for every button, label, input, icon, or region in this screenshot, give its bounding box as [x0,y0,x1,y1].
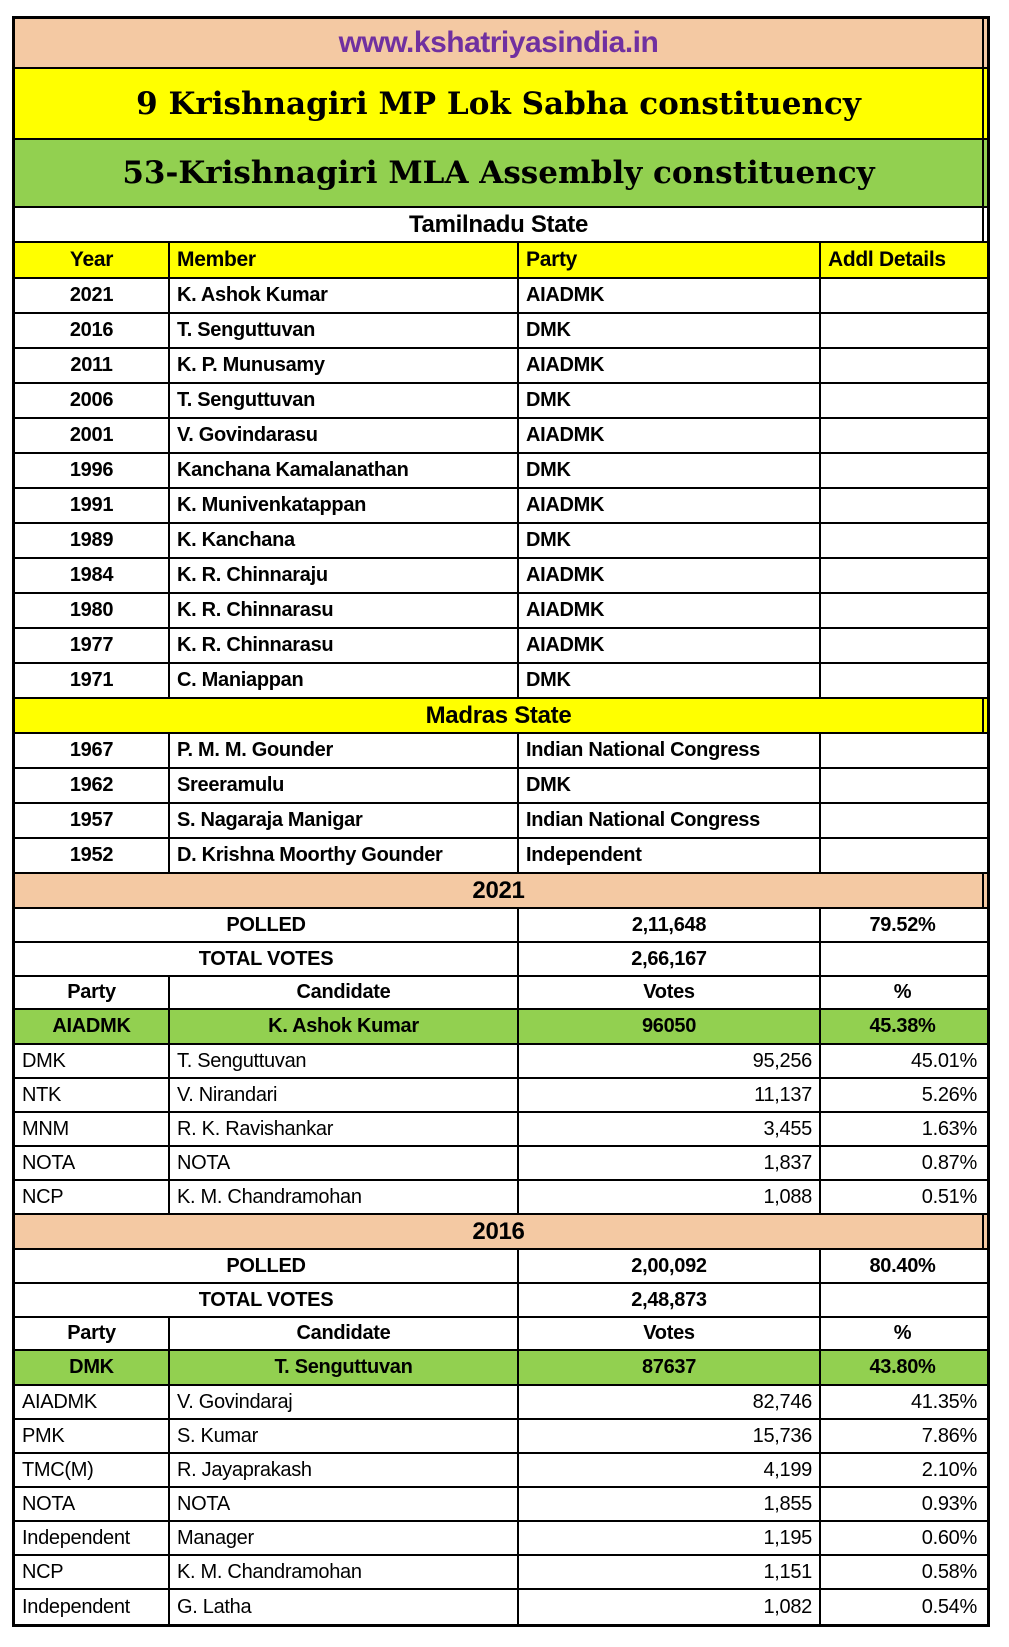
winner-row [15,1351,987,1386]
col-votes: Votes [519,977,821,1008]
votes-cell: 3,455 [519,1113,821,1145]
winner-row [15,1010,987,1045]
winner-candidate: T. Senguttuvan [170,1351,519,1384]
total-votes-label: TOTAL VOTES [15,943,519,975]
col-candidate: Candidate [170,977,519,1008]
election-year: 2021 [15,874,984,907]
party-cell: NOTA [15,1488,170,1520]
col-party: Party [15,977,170,1008]
table-row [15,524,987,559]
election-table [12,16,990,1627]
result-row [15,1420,987,1454]
mp-constituency-title: 9 Krishnagiri MP Lok Sabha constituency [15,69,984,138]
state-label: Tamilnadu State [15,208,984,241]
party-cell: Independent [519,839,821,872]
addl-cell [821,524,984,557]
addl-cell [821,419,984,452]
party-cell: AIADMK [519,489,821,522]
table-row [15,419,987,454]
votes-cell: 11,137 [519,1079,821,1111]
result-row [15,1113,987,1147]
addl-cell [821,489,984,522]
party-cell: AIADMK [519,629,821,662]
pct-cell: 7.86% [921,1424,977,1447]
results-header-row [15,1318,987,1351]
election-year-bar [15,1215,987,1250]
votes-cell: 1,837 [519,1147,821,1179]
votes-cell: 1,195 [519,1522,821,1554]
party-cell: DMK [519,769,821,802]
party-cell: AIADMK [519,349,821,382]
year-cell: 1984 [15,559,170,592]
year-cell: 2016 [15,314,170,347]
member-cell: K. Munivenkatappan [170,489,519,522]
member-cell: T. Senguttuvan [170,384,519,417]
candidate-cell: K. M. Chandramohan [170,1181,519,1213]
total-votes-pct-empty [821,943,984,975]
result-row [15,1522,987,1556]
year-cell: 1962 [15,769,170,802]
table-row [15,454,987,489]
addl-cell [821,279,984,312]
member-cell: S. Nagaraja Manigar [170,804,519,837]
pct-cell: 0.58% [921,1560,977,1583]
year-cell: 1971 [15,664,170,697]
mla-constituency-title: 53-Krishnagiri MLA Assembly constituency [15,140,984,206]
votes-cell: 1,088 [519,1181,821,1213]
year-cell: 1991 [15,489,170,522]
polled-label: POLLED [15,909,519,941]
results-header-row [15,977,987,1010]
party-cell: DMK [519,524,821,557]
votes-cell: 95,256 [519,1045,821,1077]
party-cell: AIADMK [15,1386,170,1418]
winner-party: AIADMK [15,1010,170,1043]
year-cell: 2001 [15,419,170,452]
year-cell: 1952 [15,839,170,872]
winner-pct: 43.80% [869,1356,936,1378]
table-row [15,594,987,629]
year-cell: 1967 [15,734,170,767]
total-votes-row [15,1284,987,1318]
member-cell: Kanchana Kamalanathan [170,454,519,487]
candidate-cell: K. M. Chandramohan [170,1556,519,1588]
table-row [15,279,987,314]
addl-cell [821,734,984,767]
total-votes-row [15,943,987,977]
party-cell: AIADMK [519,279,821,312]
votes-cell: 82,746 [519,1386,821,1418]
col-year: Year [15,243,170,277]
result-row [15,1147,987,1181]
party-cell: NTK [15,1079,170,1111]
state-label: Madras State [15,699,984,732]
member-cell: D. Krishna Moorthy Gounder [170,839,519,872]
col-party: Party [15,1318,170,1349]
state-section-header [15,208,987,243]
pct-cell: 0.87% [921,1151,977,1174]
member-cell: C. Maniappan [170,664,519,697]
site-url-text: www.kshatriyasindia.in [15,19,984,67]
year-cell: 2021 [15,279,170,312]
pct-cell: 0.93% [921,1492,977,1515]
total-votes-value: 2,66,167 [519,943,821,975]
table-row [15,559,987,594]
polled-votes: 2,00,092 [519,1250,821,1282]
col-votes: Votes [519,1318,821,1349]
result-row [15,1045,987,1079]
table-row [15,629,987,664]
result-row [15,1556,987,1590]
candidate-cell: V. Govindaraj [170,1386,519,1418]
table-row [15,489,987,524]
candidate-cell: R. K. Ravishankar [170,1113,519,1145]
table-row [15,839,987,874]
addl-cell [821,664,984,697]
votes-cell: 4,199 [519,1454,821,1486]
candidate-cell: G. Latha [170,1590,519,1624]
addl-cell [821,384,984,417]
candidate-cell: T. Senguttuvan [170,1045,519,1077]
result-row [15,1386,987,1420]
votes-cell: 1,082 [519,1590,821,1624]
pct-cell: 41.35% [910,1390,977,1413]
pct-cell: 0.51% [921,1185,977,1208]
year-cell: 1957 [15,804,170,837]
year-cell: 2006 [15,384,170,417]
winner-candidate: K. Ashok Kumar [170,1010,519,1043]
member-cell: K. R. Chinnarasu [170,594,519,627]
addl-cell [821,349,984,382]
addl-cell [821,314,984,347]
pct-cell: 0.60% [921,1526,977,1549]
party-cell: TMC(M) [15,1454,170,1486]
mp-constituency-banner [15,69,987,140]
col-candidate: Candidate [170,1318,519,1349]
result-row [15,1454,987,1488]
party-cell: AIADMK [519,419,821,452]
party-cell: DMK [519,384,821,417]
pct-cell: 5.26% [921,1083,977,1106]
result-row [15,1079,987,1113]
year-cell: 1980 [15,594,170,627]
winner-party: DMK [15,1351,170,1384]
table-row [15,804,987,839]
party-cell: Indian National Congress [519,804,821,837]
result-row [15,1488,987,1522]
party-cell: AIADMK [519,594,821,627]
addl-cell [821,839,984,872]
result-row [15,1181,987,1215]
table-row [15,769,987,804]
col-pct: % [893,981,912,1003]
col-party: Party [519,243,821,277]
member-cell: P. M. M. Gounder [170,734,519,767]
candidate-cell: R. Jayaprakash [170,1454,519,1486]
party-cell: DMK [519,454,821,487]
member-cell: K. Kanchana [170,524,519,557]
table-row [15,314,987,349]
party-cell: MNM [15,1113,170,1145]
party-cell: NOTA [15,1147,170,1179]
member-cell: V. Govindarasu [170,419,519,452]
votes-cell: 1,855 [519,1488,821,1520]
party-cell: Indian National Congress [519,734,821,767]
addl-cell [821,559,984,592]
col-member: Member [170,243,519,277]
party-cell: Independent [15,1590,170,1624]
total-votes-pct-empty [821,1284,984,1316]
party-cell: DMK [519,314,821,347]
year-cell: 2011 [15,349,170,382]
addl-cell [821,594,984,627]
party-cell: DMK [519,664,821,697]
candidate-cell: V. Nirandari [170,1079,519,1111]
candidate-cell: S. Kumar [170,1420,519,1452]
winner-pct: 45.38% [869,1015,936,1037]
member-cell: T. Senguttuvan [170,314,519,347]
candidate-cell: Manager [170,1522,519,1554]
polled-pct: 79.52% [869,913,936,936]
table-row [15,349,987,384]
member-cell: K. R. Chinnarasu [170,629,519,662]
table-row [15,384,987,419]
member-cell: K. Ashok Kumar [170,279,519,312]
polled-row [15,909,987,943]
addl-cell [821,629,984,662]
member-cell: K. R. Chinnaraju [170,559,519,592]
candidate-cell: NOTA [170,1147,519,1179]
member-cell: Sreeramulu [170,769,519,802]
winner-votes: 87637 [519,1351,821,1384]
party-cell: NCP [15,1181,170,1213]
pct-cell: 0.54% [921,1595,977,1618]
candidate-cell: NOTA [170,1488,519,1520]
winner-votes: 96050 [519,1010,821,1043]
table-row [15,734,987,769]
addl-cell [821,454,984,487]
addl-cell [821,804,984,837]
result-row [15,1590,987,1624]
polled-label: POLLED [15,1250,519,1282]
polled-row [15,1250,987,1284]
pct-cell: 2.10% [921,1458,977,1481]
total-votes-label: TOTAL VOTES [15,1284,519,1316]
col-pct: % [893,1322,912,1344]
party-cell: NCP [15,1556,170,1588]
party-cell: DMK [15,1045,170,1077]
election-year: 2016 [15,1215,984,1248]
year-cell: 1989 [15,524,170,557]
site-url-banner [15,19,987,69]
year-cell: 1977 [15,629,170,662]
addl-cell [821,769,984,802]
pct-cell: 1.63% [921,1117,977,1140]
total-votes-value: 2,48,873 [519,1284,821,1316]
member-cell: K. P. Munusamy [170,349,519,382]
election-year-bar [15,874,987,909]
mla-constituency-banner [15,140,987,208]
polled-pct: 80.40% [869,1254,936,1277]
votes-cell: 1,151 [519,1556,821,1588]
history-header-row [15,243,987,279]
polled-votes: 2,11,648 [519,909,821,941]
party-cell: PMK [15,1420,170,1452]
table-row [15,664,987,699]
votes-cell: 15,736 [519,1420,821,1452]
col-addl: Addl Details [828,248,946,271]
party-cell: Independent [15,1522,170,1554]
party-cell: AIADMK [519,559,821,592]
state-section-header [15,699,987,734]
pct-cell: 45.01% [910,1049,977,1072]
year-cell: 1996 [15,454,170,487]
